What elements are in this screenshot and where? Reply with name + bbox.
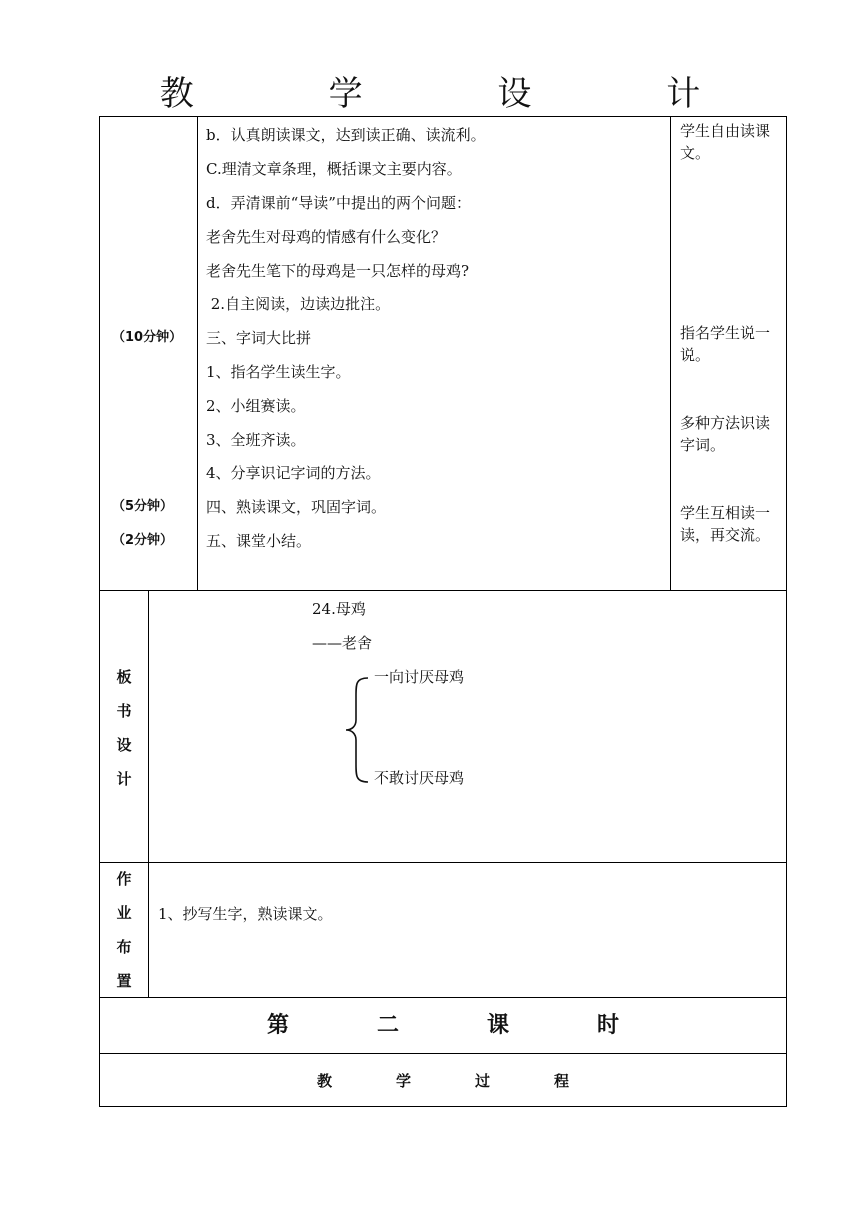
board-design-label: 板 书 设 计 bbox=[116, 668, 132, 788]
second-lesson-heading: 第 二 课 时 bbox=[266, 1013, 620, 1038]
curly-brace-icon bbox=[342, 676, 372, 784]
teacher-note: 学生自由读课文。 bbox=[680, 122, 771, 162]
board-upper-branch: 一向讨厌母鸡 bbox=[374, 668, 465, 686]
content-line: 4、分享识记字词的方法。 bbox=[206, 464, 381, 482]
board-lower-branch: 不敢讨厌母鸡 bbox=[374, 769, 465, 787]
page-title: 教 学 设 计 bbox=[159, 74, 763, 114]
time-label: （5分钟） bbox=[112, 499, 174, 514]
row-divider bbox=[99, 1053, 787, 1054]
label-column-divider bbox=[148, 590, 149, 998]
teaching-process-heading: 教 学 过 程 bbox=[316, 1072, 570, 1090]
row-divider bbox=[99, 997, 787, 998]
content-line: 老舍先生笔下的母鸡是一只怎样的母鸡? bbox=[206, 262, 470, 280]
content-line: C.理清文章条理，概括课文主要内容。 bbox=[206, 160, 462, 178]
content-line: d．弄清课前“导读”中提出的两个问题： bbox=[206, 194, 471, 212]
board-author: ——老舍 bbox=[312, 634, 373, 652]
content-line: 1、指名学生读生字。 bbox=[206, 363, 351, 381]
time-label: （10分钟） bbox=[112, 330, 183, 345]
content-line: 2.自主阅读，边读边批注。 bbox=[206, 295, 391, 313]
teacher-note: 指名学生说一说。 bbox=[680, 324, 771, 364]
content-line: b．认真朗读课文，达到读正确、读流利。 bbox=[206, 126, 486, 144]
content-line: 三、字词大比拼 bbox=[206, 329, 312, 347]
teacher-note: 学生互相读一读，再交流。 bbox=[680, 504, 771, 544]
content-line: 3、全班齐读。 bbox=[206, 431, 306, 449]
homework-label: 作 业 布 置 bbox=[116, 870, 132, 990]
notes-column-divider bbox=[670, 116, 671, 591]
content-line: 2、小组赛读。 bbox=[206, 397, 306, 415]
content-line: 五、课堂小结。 bbox=[206, 532, 312, 550]
board-lesson-title: 24.母鸡 bbox=[312, 600, 366, 618]
row-divider bbox=[99, 862, 787, 863]
time-column-divider bbox=[197, 116, 198, 591]
homework-text: 1、抄写生字，熟读课文。 bbox=[158, 905, 333, 923]
content-line: 老舍先生对母鸡的情感有什么变化？ bbox=[206, 228, 447, 246]
row-divider bbox=[99, 590, 787, 591]
content-line: 四、熟读课文，巩固字词。 bbox=[206, 498, 387, 516]
time-label: （2分钟） bbox=[112, 533, 174, 548]
teacher-note: 多种方法识读字词。 bbox=[680, 414, 771, 454]
